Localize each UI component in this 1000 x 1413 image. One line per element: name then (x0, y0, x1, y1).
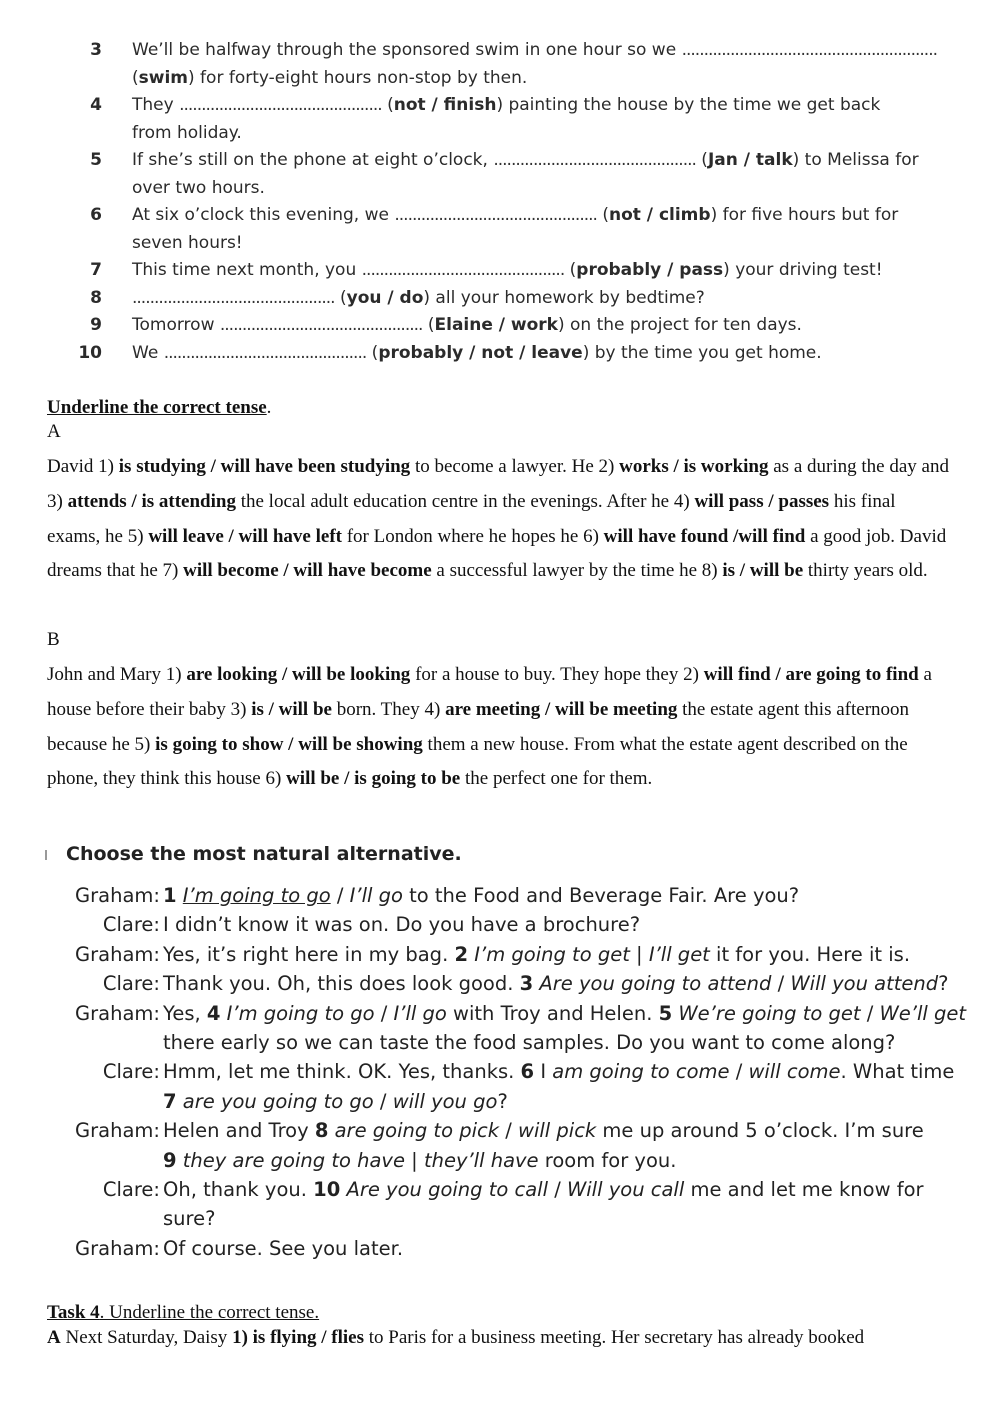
item-verb-prompt: probably / pass (576, 260, 724, 280)
speaker: Clare: (102, 913, 160, 937)
item-text-after: ) for forty-eight hours non-stop by then. (188, 67, 528, 88)
choice[interactable]: they are going to have (182, 1148, 405, 1172)
dialogue-line (0, 940, 1000, 969)
exercise-item-9: 9 Tomorrow .............................................. (Elaine / work) on the project for ten days. (78, 312, 978, 340)
item-number: 10 (78, 342, 102, 363)
choice[interactable]: Are you going to attend (539, 972, 772, 996)
answer-blank[interactable]: .............................................. (179, 95, 382, 115)
item-text-after: ) painting the house by the time we get back (496, 95, 881, 115)
dialogue-line (0, 1234, 1000, 1263)
task4-part-label: A (47, 1327, 61, 1348)
choice[interactable]: will leave / will have left (148, 525, 342, 547)
choice[interactable]: I’ll go (393, 1001, 447, 1025)
exercise-item-8: 8 .............................................. (you / do) all your homework by bedtime? (78, 285, 978, 313)
item-number: 7 (90, 260, 102, 280)
answer-blank[interactable]: .............................................. (493, 150, 696, 170)
item-text-after: ) on the project for ten days. (558, 315, 802, 335)
item-text: At six o’clock this evening, we (132, 205, 395, 225)
item-verb-prompt: Elaine / work (434, 315, 558, 335)
answer-blank[interactable]: .............................................. (394, 205, 597, 225)
speech: 7 are you going to go / will you go? (163, 1089, 508, 1113)
choice[interactable]: is studying / will have been studying (118, 456, 411, 477)
heading-period: . (266, 397, 272, 418)
item-number: 4 (90, 95, 102, 115)
speech: Yes, it’s right here in my bag. 2 I’m going to get | I’ll get it for you. Here it is. (163, 942, 911, 966)
item-text: If she’s still on the phone at eight o’clock, (132, 150, 494, 170)
exercise-item-6: 6 At six o’clock this evening, we .............................................. (not / climb) for five hours but for seven hours! (78, 202, 978, 257)
item-verb-prompt: Jan / talk (707, 150, 793, 170)
speech: Hmm, let me think. OK. Yes, thanks. 6 I am going to come / will come. What time (163, 1060, 955, 1084)
dialogue-title: Choose the most natural alternative. (66, 843, 462, 865)
item-text: They (132, 95, 180, 115)
dialogue-line (0, 881, 1000, 910)
exercise-item-4: 4 They .............................................. (not / finish) painting the house by the time we get back from holiday. (78, 92, 978, 147)
choice[interactable]: is / will be (722, 560, 804, 582)
speech: 9 they are going to have | they’ll have room for you. (163, 1148, 677, 1172)
choice[interactable]: I’ll get (648, 942, 710, 966)
task4-instruction: . Underline the correct tense. (99, 1302, 320, 1323)
paragraph-a: David 1) is studying / will have been studying to become a lawyer. He 2) works / is working as a during the day and 3) attends / is attending the local adult education centre in the evenings. After he 4) will pass / passes his final exams, he 5) will leave / will have left for London where he hopes he 6) will have found /will find a good job. David dreams that he 7) will become / will have become a successful lawyer by the time he 8) is / will be thirty years old. (47, 456, 949, 582)
dialogue-line (0, 1175, 1000, 1204)
dialogue-line (0, 1057, 1000, 1086)
dialogue-line (0, 1146, 1000, 1175)
exercise-item-10: 10 We .............................................. (probably / not / leave) by the time you get home. (78, 340, 978, 368)
answer-blank[interactable]: .............................................. (132, 287, 335, 308)
speaker: Graham: (75, 1236, 160, 1260)
speech: Of course. See you later. (163, 1236, 404, 1260)
choice[interactable]: am going to come (552, 1060, 730, 1084)
speech: I didn’t know it was on. Do you have a brochure? (163, 913, 641, 937)
choice[interactable]: will be / is going to be (286, 768, 461, 790)
dialogue-line (0, 1204, 1000, 1233)
item-text-after: ) all your homework by bedtime? (423, 287, 705, 308)
part-label-a: A (47, 421, 61, 442)
task4-text: Next Saturday, Daisy (60, 1327, 233, 1348)
speaker: Clare: (102, 1177, 160, 1201)
item-number: 9 (90, 315, 102, 335)
dialogue-line (0, 969, 1000, 998)
choice[interactable]: will pick (518, 1119, 597, 1143)
exercise-item-3 (78, 37, 978, 92)
dialogue-line (0, 1116, 1000, 1145)
speech: there early so we can taste the food samples. Do you want to come along? (163, 1030, 896, 1054)
exercise-item-5: 5 If she’s still on the phone at eight o’clock, .............................................. (Jan / talk) to Melissa for over two hours. (78, 147, 978, 202)
answer-blank[interactable]: .......................................................... (681, 40, 937, 60)
choice[interactable]: are meeting / will be meeting (445, 698, 678, 720)
task4-label: Task 4 (47, 1302, 100, 1323)
dialogue-line (0, 999, 1000, 1028)
item-text: Tomorrow (132, 315, 220, 335)
choice[interactable]: Will you call (566, 1177, 685, 1201)
choice[interactable]: are going to pick (334, 1119, 500, 1143)
item-number: 6 (90, 205, 102, 225)
exercise-future-forms (78, 37, 978, 367)
speaker: Graham: (75, 884, 160, 907)
choice[interactable]: I’m going to go (226, 1001, 375, 1025)
choice[interactable]: Will you attend (790, 972, 939, 996)
speaker: Clare: (102, 972, 160, 996)
item-text-after: ) by the time you get home. (582, 342, 822, 363)
margin-mark (45, 850, 47, 860)
choice[interactable]: attends / is attending (67, 490, 236, 512)
item-verb-prompt: probably / not / leave (378, 342, 583, 363)
item-text-after: ) your driving test! (723, 260, 883, 280)
paragraph-b: John and Mary 1) are looking / will be looking for a house to buy. They hope they 2) will find / are going to find a house before their baby 3) is / will be born. They 4) are meeting / will be meeting the estate agent this afternoon because he 5) is going to show / will be showing them a new house. From what the estate agent described on the phone, they think this house 6) will be / is going to be the perfect one for them. (47, 664, 932, 790)
choice[interactable]: is going to show / will be showing (155, 733, 423, 755)
choice[interactable]: works / is working (619, 456, 769, 477)
item-text: We’ll be halfway through the sponsored swim in one hour so we (132, 40, 682, 60)
item-text: We (132, 342, 164, 363)
item-verb-prompt: not / climb (608, 205, 711, 225)
heading-text: Underline the correct tense (47, 397, 267, 418)
choice[interactable]: I’ll go (349, 884, 403, 907)
section-heading (47, 397, 271, 419)
item-number: 8 (90, 287, 102, 308)
choice[interactable]: will you go (392, 1089, 498, 1113)
speech: sure? (163, 1207, 216, 1231)
item-text-after: ) to Melissa for (792, 150, 919, 170)
choice[interactable]: are looking / will be looking (186, 664, 411, 685)
choice[interactable]: We’ll get (879, 1001, 967, 1025)
speech: Oh, thank you. 10 Are you going to call / Will you call me and let me know for (163, 1177, 924, 1201)
item-verb-prompt: you / do (346, 287, 424, 308)
choice[interactable]: 1) is flying / flies (232, 1327, 365, 1348)
task4-text: to Paris for a business meeting. Her secretary has already booked (364, 1327, 865, 1348)
speaker: Graham: (75, 1119, 160, 1143)
item-number: 5 (90, 150, 102, 170)
part-label-b: B (47, 629, 60, 650)
item-text: This time next month, you (132, 260, 362, 280)
speaker: Graham: (75, 1001, 160, 1025)
choice[interactable]: they’ll have (423, 1148, 539, 1172)
item-text-line2: from holiday. (132, 122, 242, 143)
answer-blank[interactable]: .............................................. (219, 315, 423, 335)
choice[interactable]: is / will be (251, 698, 332, 720)
answer-blank[interactable]: .............................................. (361, 260, 565, 280)
choice[interactable]: will pass / passes (694, 490, 830, 512)
speech: Yes, 4 I’m going to go / I’ll go with Troy and Helen. 5 We’re going to get / We’ll get (163, 1001, 967, 1025)
choice[interactable]: I’m going to get (474, 942, 630, 966)
item-text-after: ) for five hours but for (710, 205, 899, 225)
choice[interactable]: We’re going to get (678, 1001, 861, 1025)
choice[interactable]: Are you going to call (346, 1177, 549, 1201)
item-verb-prompt: swim (138, 67, 189, 88)
item-number: 3 (90, 40, 102, 60)
speech: Thank you. Oh, this does look good. 3 Are you going to attend / Will you attend? (163, 972, 949, 996)
dialogue-line (0, 1028, 1000, 1057)
item-lead: ( (132, 67, 139, 88)
task4-paragraph-a (47, 1327, 987, 1349)
task4-heading (47, 1302, 319, 1324)
exercise-item-7: 7 This time next month, you .............................................. (probably / pass) your driving test! (78, 257, 978, 285)
choice[interactable]: I’m going to go (182, 884, 331, 907)
choice[interactable]: are you going to go (182, 1089, 374, 1113)
dialogue-line (0, 910, 1000, 939)
speech: Helen and Troy 8 are going to pick / will pick me up around 5 o’clock. I’m sure (163, 1119, 924, 1143)
item-verb-prompt: not / finish (393, 95, 497, 115)
choice[interactable]: will come (748, 1060, 841, 1084)
dialogue-line (0, 1087, 1000, 1116)
answer-blank[interactable]: .............................................. (163, 342, 367, 363)
item-text-line2: over two hours. (132, 177, 265, 198)
choice[interactable]: will become / will have become (183, 560, 432, 582)
choice[interactable]: will find / are going to find (703, 664, 919, 685)
speech: 1 I’m going to go / I’ll go to the Food and Beverage Fair. Are you? (163, 884, 800, 907)
speaker: Clare: (102, 1060, 160, 1084)
choice[interactable]: will have found /will find (603, 525, 806, 547)
dialogue (0, 881, 1000, 1263)
speaker: Graham: (75, 942, 160, 966)
item-text-line2: seven hours! (132, 232, 243, 253)
